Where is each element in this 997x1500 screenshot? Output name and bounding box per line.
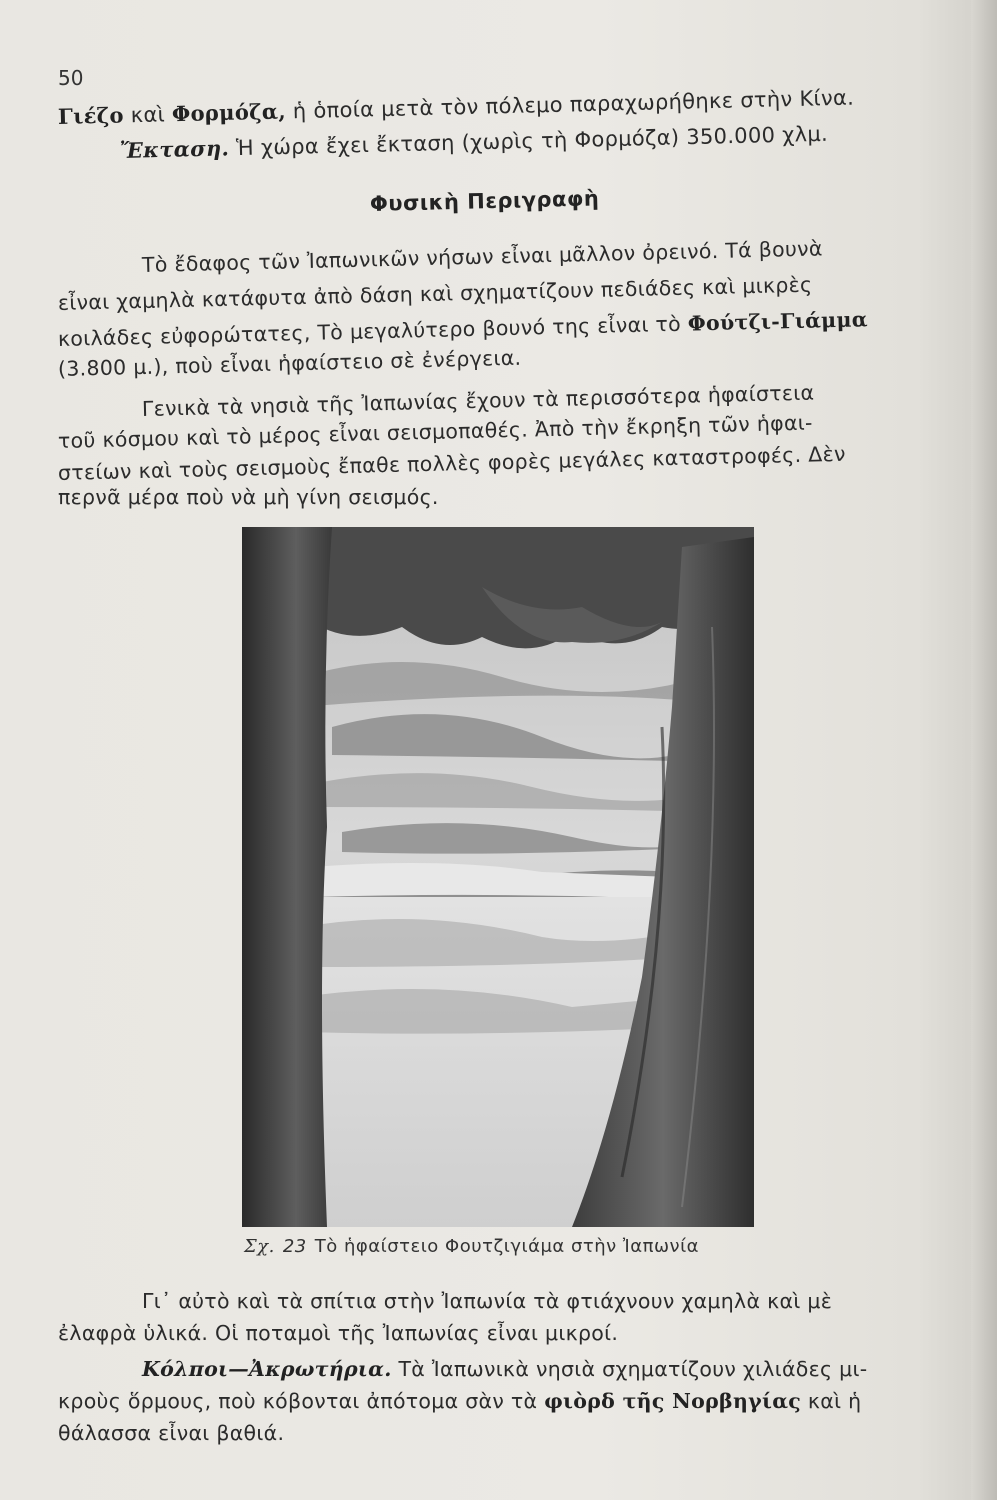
figure-label: Σχ. [244,1236,275,1257]
gulfs-capes-term: Κόλποι—Ἀκρωτήρια. [142,1357,392,1381]
desc-p2-line2: τοῦ κόσμου καὶ τὸ μέρος εἶναι σεισμοπαθές. Ἀπὸ τὴν ἔκρηξη τῶν ἡφαι- [57,410,813,453]
bottom-p1-line1: Γι᾽ αὐτὸ καὶ τὰ σπίτια στὴν Ἰαπωνία τὰ φτιάχνουν χαμηλὰ καὶ μὲ [142,1289,833,1313]
place-name-yezo: Γιέζο [57,102,125,129]
desc-p1-line2: εἶναι χαμηλὰ κατάφυτα ἀπὸ δάση καὶ σχηματίζουν πεδιάδες καὶ μικρὲς [57,272,813,315]
bottom-p1-line2: ἐλαφρὰ ὑλικά. Οἱ ποταμοὶ τῆς Ἰαπωνίας εἶναι μικροί. [58,1321,619,1345]
top-line-1-rest: ἡ ὁποία μετὰ τὸν πόλεμο παραχωρήθηκε στὴν Κίνα. [292,85,855,124]
bottom-p2-line2-start: κροὺς ὅρμους, ποὺ κόβονται ἀπότομα σὰν τὰ [58,1389,538,1413]
desc-p2-line1: Γενικὰ τὰ νησιὰ τῆς Ἰαπωνίας ἔχουν τὰ περισσότερα ἡφαίστεια [141,380,815,421]
fuji-photo-illustration [242,527,754,1227]
page-edge-shadow [971,0,997,1500]
area-term: Ἔκταση. [119,135,230,163]
fjords-norway: φιὸρδ τῆς Νορβηγίας [544,1389,802,1413]
desc-p1-line4: (3.800 μ.), ποὺ εἶναι ἡφαίστειο σὲ ἐνέργεια. [57,345,522,381]
figure-caption-text: Τὸ ἡφαίστειο Φουτζιγιάμα στὴν Ἰαπωνία [314,1236,700,1257]
figure-number: 23 [282,1236,307,1257]
mountain-name: Φούτζι-Γιάμμα [687,307,869,336]
figure-caption [244,1236,699,1257]
bottom-p2-line1 [142,1356,867,1382]
top-line-2 [120,121,829,164]
figure-photo [242,527,754,1227]
desc-p2-line3: στείων καὶ τοὺς σεισμοὺς ἔπαθε πολλὲς φορὲς μεγάλες καταστροφές. Δὲν [57,441,846,485]
bottom-p2-line3: θάλασσα εἶναι βαθιά. [58,1421,285,1445]
page-number: 50 [58,66,84,90]
area-text: Ἡ χώρα ἔχει ἔκταση (χωρὶς τὴ Φορμόζα) 350.000 χλμ. [235,121,829,161]
conj-text: καὶ [130,102,166,128]
desc-p1-line3-start: κοιλάδες εὐφορώτατες, Τὸ μεγαλύτερο βουνό της εἶναι τὸ [57,311,682,351]
section-heading: Φυσικὴ Περιγραφὴ [369,186,600,216]
bottom-p2-line2-end: καὶ ἡ [807,1389,862,1413]
place-name-formosa: Φορμόζα, [171,98,287,127]
desc-p2-line4: περνᾶ μέρα ποὺ νὰ μὴ γίνη σεισμός. [58,485,439,509]
bottom-p2-line1-rest: Τὰ Ἰαπωνικὰ νησιὰ σχηματίζουν χιλιάδες μι- [398,1357,868,1381]
bottom-p2-line2 [58,1388,861,1414]
desc-p1-line1: Τὸ ἔδαφος τῶν Ἰαπωνικῶν νήσων εἶναι μᾶλλον ὀρεινό. Τά βουνὰ [141,236,823,277]
